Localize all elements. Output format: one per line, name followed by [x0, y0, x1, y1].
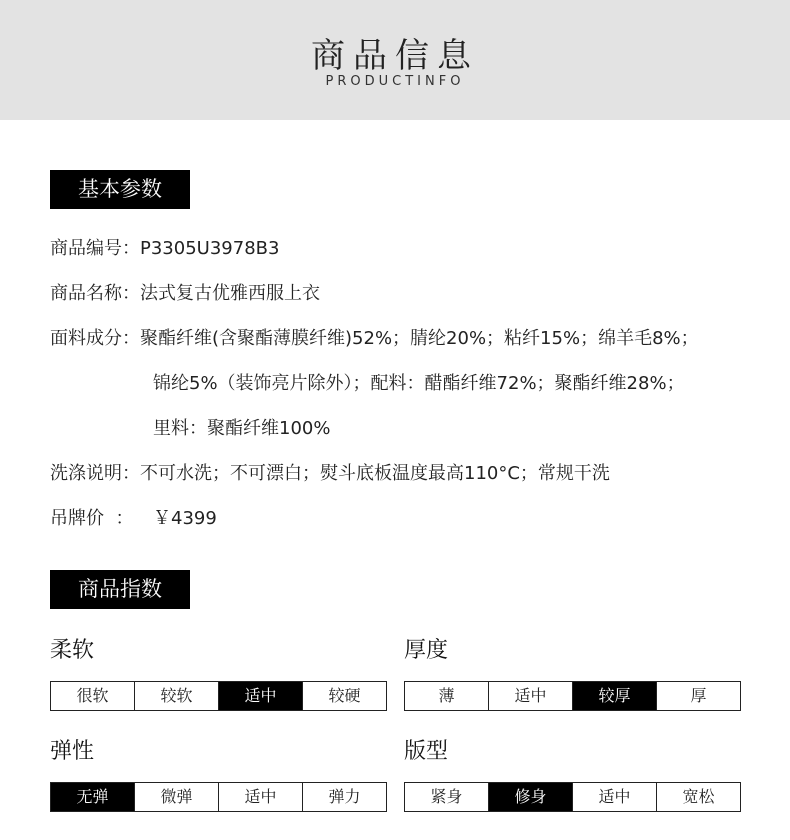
price-row — [50, 506, 217, 532]
fabric-continuation-2: 里料：聚酯纤维100% — [153, 418, 331, 439]
page-title: 商品信息 — [311, 36, 479, 76]
softness-option: 很软 — [51, 682, 135, 710]
fabric-label: 面料成分： — [50, 328, 140, 349]
fit-scale — [404, 782, 741, 812]
fabric-continuation-1: 锦纶5%（装饰亮片除外）；配料：醋酯纤维72%；聚酯纤维28%； — [153, 373, 685, 394]
elasticity-scale — [50, 782, 387, 812]
thickness-scale — [404, 681, 741, 711]
thickness-option: 较厚 — [573, 682, 657, 710]
section-product-index: 商品指数 — [50, 570, 190, 609]
softness-option: 适中 — [219, 682, 303, 710]
product-name-value: 法式复古优雅西服上衣 — [140, 283, 320, 304]
fabric-row — [50, 326, 699, 352]
section-basic-params: 基本参数 — [50, 170, 190, 209]
product-name-label: 商品名称： — [50, 283, 140, 304]
product-number-value: P3305U3978B3 — [140, 238, 280, 259]
elasticity-title: 弹性 — [50, 739, 95, 764]
product-number-row — [50, 236, 279, 262]
elasticity-option: 微弹 — [135, 783, 219, 811]
elasticity-option: 无弹 — [51, 783, 135, 811]
fit-option: 修身 — [489, 783, 573, 811]
thickness-option: 薄 — [405, 682, 489, 710]
elasticity-option: 弹力 — [303, 783, 386, 811]
wash-row — [50, 461, 610, 487]
elasticity-option: 适中 — [219, 783, 303, 811]
page-subtitle: PRODUCTINFO — [325, 74, 465, 89]
wash-value: 不可水洗；不可漂白；熨斗底板温度最高110°C；常规干洗 — [140, 463, 610, 484]
fit-option: 紧身 — [405, 783, 489, 811]
product-name-row — [50, 281, 320, 307]
fit-title: 版型 — [404, 739, 449, 764]
softness-option: 较软 — [135, 682, 219, 710]
header-banner — [0, 0, 790, 120]
price-value: ￥4399 — [153, 508, 217, 529]
wash-label: 洗涤说明： — [50, 463, 140, 484]
softness-title: 柔软 — [50, 638, 95, 663]
thickness-option: 厚 — [657, 682, 740, 710]
thickness-title: 厚度 — [404, 638, 449, 663]
softness-scale — [50, 681, 387, 711]
product-number-label: 商品编号： — [50, 238, 140, 259]
fit-option: 适中 — [573, 783, 657, 811]
fit-option: 宽松 — [657, 783, 740, 811]
fabric-value: 聚酯纤维(含聚酯薄膜纤维)52%；腈纶20%；粘纤15%；绵羊毛8%； — [140, 328, 699, 349]
price-label: 吊牌价 ： — [50, 508, 134, 529]
softness-option: 较硬 — [303, 682, 386, 710]
thickness-option: 适中 — [489, 682, 573, 710]
